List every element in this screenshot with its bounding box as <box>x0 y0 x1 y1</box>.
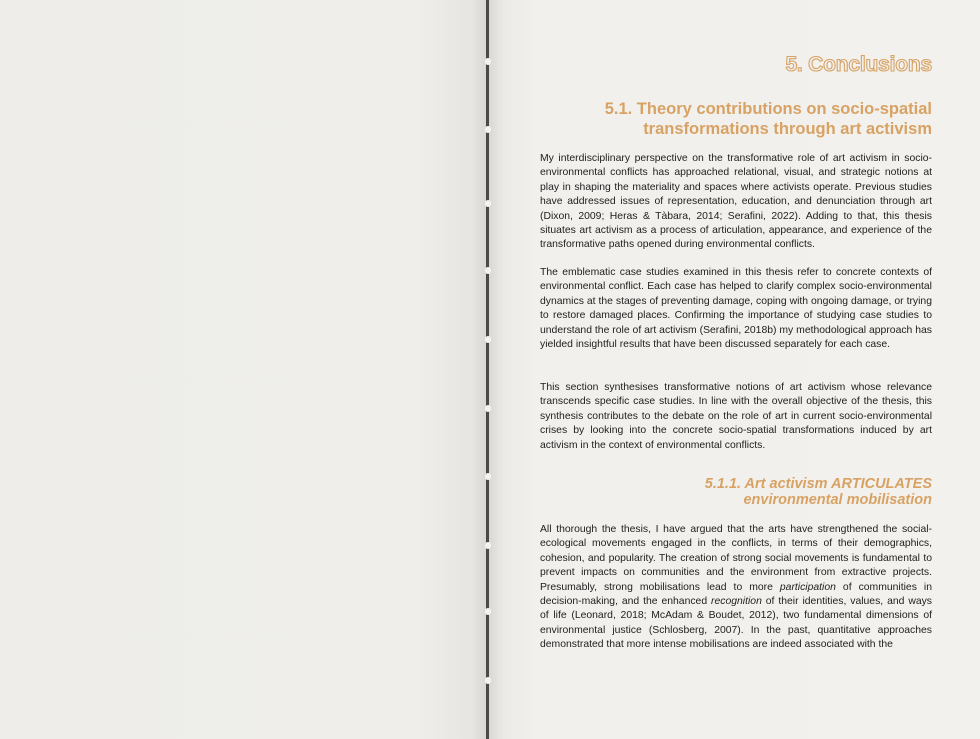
body-paragraph <box>540 523 932 653</box>
binding-stitch <box>485 405 491 412</box>
section-title-line: transformations through art activism <box>643 120 932 138</box>
binding-stitch <box>485 267 491 274</box>
binding-stitch <box>485 58 491 65</box>
body-paragraph: My interdisciplinary perspective on the transformative role of art activism in socio-environmental conflicts has approached relational, visual, and strategic notions at play in shaping the materiality and spaces where activists operate. Previous studies have addressed issues of representation, education, and denunciation through art (Dixon, 2009; Heras & Tàbara, 2014; Serafini, 2022). Adding to that, this thesis situates art activism as a process of articulation, appearance, and experience of the transformative paths opened during environmental conflicts. <box>540 153 932 251</box>
binding-stitch <box>485 473 491 480</box>
binding-stitch <box>485 126 491 133</box>
paragraph-text: of communities in decision-making, and the enhanced <box>540 581 932 608</box>
subsection-title-line: 5.1.1. Art activism ARTICULATES <box>704 476 932 492</box>
paragraph-text: All thorough the thesis, I have argued that the arts have strengthened the social-ecological movements engaged in the conflicts, in terms of their demographics, cohesion, and popularity. The creation of strong social movements is fundamental to prevent impacts on communities and the environment from extractive projects. Presumably, strong mobilisations lead to more <box>540 524 932 593</box>
section-title-line: 5.1. Theory contributions on socio-spatial <box>604 100 932 118</box>
body-paragraph: The emblematic case studies examined in this thesis refer to concrete contexts of environmental conflict. Each case has helped to clarify complex socio-environmental dynamics at the stages of preventing damage, coping with ongoing damage, or trying to restore damaged places. Confirming the importance of studying case studies to understand the role of art activism (Serafini, 2018b) my methodological approach has yielded insightful results that have been discussed separately for each case. <box>540 267 932 351</box>
subsection-title-line: environmental mobilisation <box>743 491 932 508</box>
binding-stitch <box>485 542 491 549</box>
binding-stitch <box>485 200 491 207</box>
emphasis-recognition: recognition <box>711 596 762 608</box>
left-page-blank <box>0 0 487 739</box>
body-paragraph: This section synthesises transformative notions of art activism whose relevance transcends specific case studies. In line with the overall objective of the thesis, this synthesis contributes to the debate on the role of art in current socio-environmental crises by looking into the concrete socio-spatial transformations induced by art activism in the context of environmental conflicts. <box>540 382 932 451</box>
subsection-title <box>705 477 932 508</box>
binding-stitch <box>485 677 491 684</box>
binding-stitch <box>485 336 491 343</box>
paragraph-text: of their identities, values, and ways of life (Leonard, 2018; McAdam & Boudet, 2012), two fundamental dimensions of environmental justice (Schlosberg, 2007). In the past, quantitative approaches demonstrated that more intense mobilisations are indeed associated with the <box>540 596 932 651</box>
chapter-title: 5. Conclusions <box>785 53 932 76</box>
section-title <box>605 99 932 139</box>
emphasis-participation: participation <box>779 581 836 593</box>
binding-stitch <box>485 608 491 615</box>
book-spine <box>486 0 489 739</box>
